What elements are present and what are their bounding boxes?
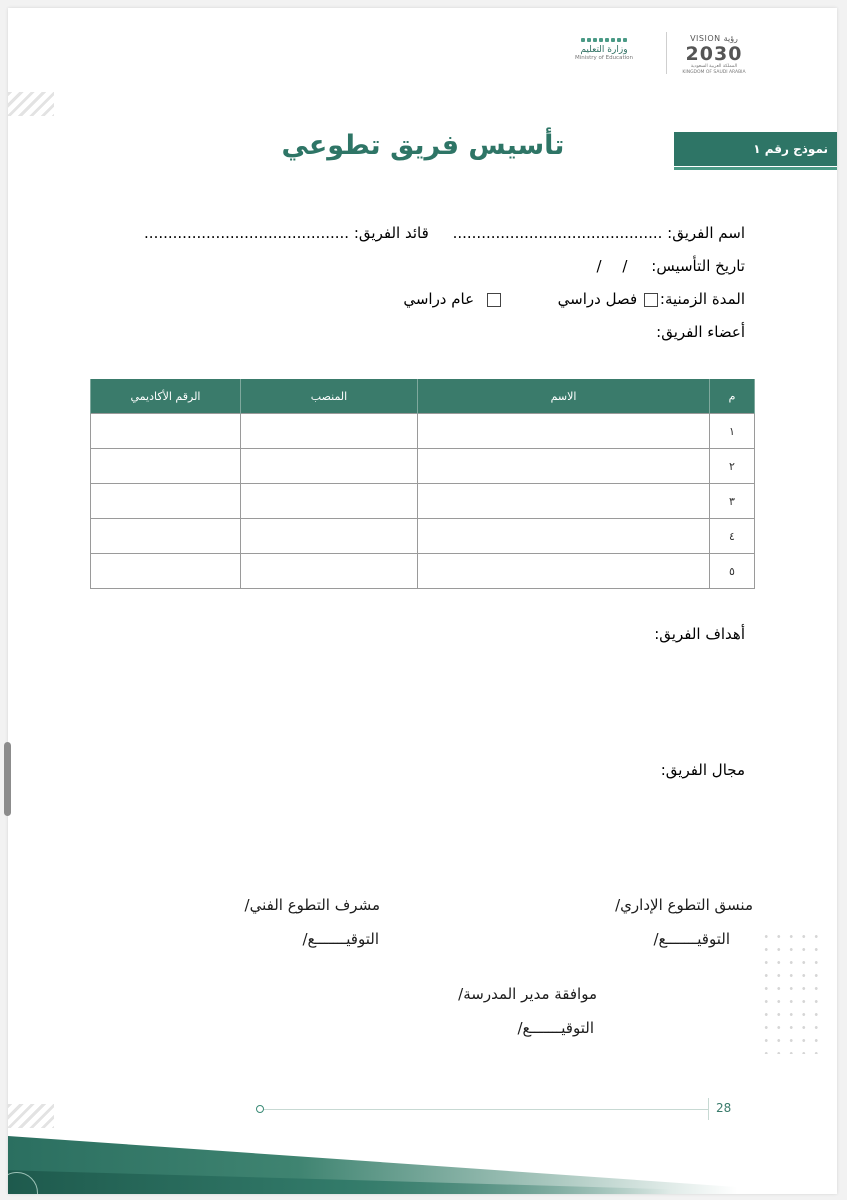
column-header: الرقم الأكاديمي <box>91 379 241 414</box>
duration-label: المدة الزمنية: <box>659 290 745 308</box>
member-position-cell[interactable] <box>241 414 418 449</box>
team-name-label: اسم الفريق: <box>667 224 745 242</box>
member-academic-no-cell[interactable] <box>91 414 241 449</box>
column-header: المنصب <box>241 379 418 414</box>
page-number-divider <box>708 1098 709 1120</box>
principal-signature-field[interactable]: التوقيـــــــع/ <box>517 1019 594 1037</box>
ministry-logo <box>573 38 635 62</box>
founding-date-row <box>597 257 745 275</box>
footer-circle-icon <box>256 1105 264 1113</box>
year-checkbox[interactable] <box>487 293 501 307</box>
team-field-label: مجال الفريق: <box>660 761 745 779</box>
ministry-logo-icon <box>573 38 635 42</box>
member-position-cell[interactable] <box>241 449 418 484</box>
member-name-cell[interactable] <box>418 414 710 449</box>
row-number: ٢ <box>710 449 755 484</box>
founding-date-label: تاريخ التأسيس: <box>651 257 745 275</box>
members-label: أعضاء الفريق: <box>656 323 745 341</box>
row-number: ١ <box>710 414 755 449</box>
team-info-row <box>144 224 745 242</box>
vision-2030-logo <box>681 34 747 76</box>
principal-approval-label: موافقة مدير المدرسة/ <box>458 985 597 1003</box>
tech-supervisor-label: مشرف التطوع الفني/ <box>244 896 380 914</box>
team-name-field[interactable]: ............................................ <box>452 224 663 242</box>
page-number: 28 <box>716 1101 732 1115</box>
vision-label: VISION رؤية <box>690 34 738 43</box>
vision-subtitle: المملكة العربية السعودية KINGDOM OF SAUDI ARABIA <box>682 64 746 75</box>
member-name-cell[interactable] <box>418 449 710 484</box>
row-number: ٣ <box>710 484 755 519</box>
admin-coordinator-label: منسق التطوع الإداري/ <box>615 896 753 914</box>
hatch-decoration-bottom <box>8 1104 54 1128</box>
member-academic-no-cell[interactable] <box>91 449 241 484</box>
member-position-cell[interactable] <box>241 519 418 554</box>
table-row <box>91 519 755 554</box>
badge-underline <box>674 167 837 170</box>
team-goals-label: أهداف الفريق: <box>654 625 745 643</box>
ministry-name-ar: وزارة التعليم <box>580 45 628 55</box>
row-number: ٥ <box>710 554 755 589</box>
hatch-decoration-top <box>8 92 54 116</box>
ministry-name-en: Ministry of Education <box>574 55 633 61</box>
document-page <box>8 8 837 1194</box>
member-name-cell[interactable] <box>418 519 710 554</box>
member-academic-no-cell[interactable] <box>91 484 241 519</box>
page-title: تأسيس فريق تطوعي <box>281 130 565 161</box>
duration-row <box>403 290 745 308</box>
member-name-cell[interactable] <box>418 554 710 589</box>
table-row <box>91 484 755 519</box>
header-logos <box>568 30 748 86</box>
team-leader-label: قائد الفريق: <box>353 224 429 242</box>
members-table <box>90 379 755 589</box>
form-number-badge: نموذج رقم ١ <box>674 132 837 166</box>
tech-signature-field[interactable]: التوقيـــــــع/ <box>302 930 379 948</box>
table-row <box>91 554 755 589</box>
row-number: ٤ <box>710 519 755 554</box>
column-header: م <box>710 379 755 414</box>
dot-grid-decoration <box>760 930 822 1054</box>
table-header-row <box>91 379 755 414</box>
team-leader-field[interactable]: ........................................... <box>144 224 350 242</box>
member-name-cell[interactable] <box>418 484 710 519</box>
member-academic-no-cell[interactable] <box>91 554 241 589</box>
logo-divider <box>666 32 667 74</box>
semester-checkbox[interactable] <box>644 293 658 307</box>
member-position-cell[interactable] <box>241 554 418 589</box>
member-academic-no-cell[interactable] <box>91 519 241 554</box>
scrollbar-thumb[interactable] <box>4 742 11 816</box>
vision-year: 2030 <box>685 43 743 65</box>
year-option-label: عام دراسي <box>403 290 475 308</box>
column-header: الاسم <box>418 379 710 414</box>
admin-signature-field[interactable]: التوقيـــــــع/ <box>653 930 730 948</box>
semester-option-label: فصل دراسي <box>557 290 638 308</box>
table-row <box>91 414 755 449</box>
table-row <box>91 449 755 484</box>
footer-line <box>263 1109 708 1110</box>
member-position-cell[interactable] <box>241 484 418 519</box>
founding-date-field[interactable]: / / <box>596 257 628 275</box>
